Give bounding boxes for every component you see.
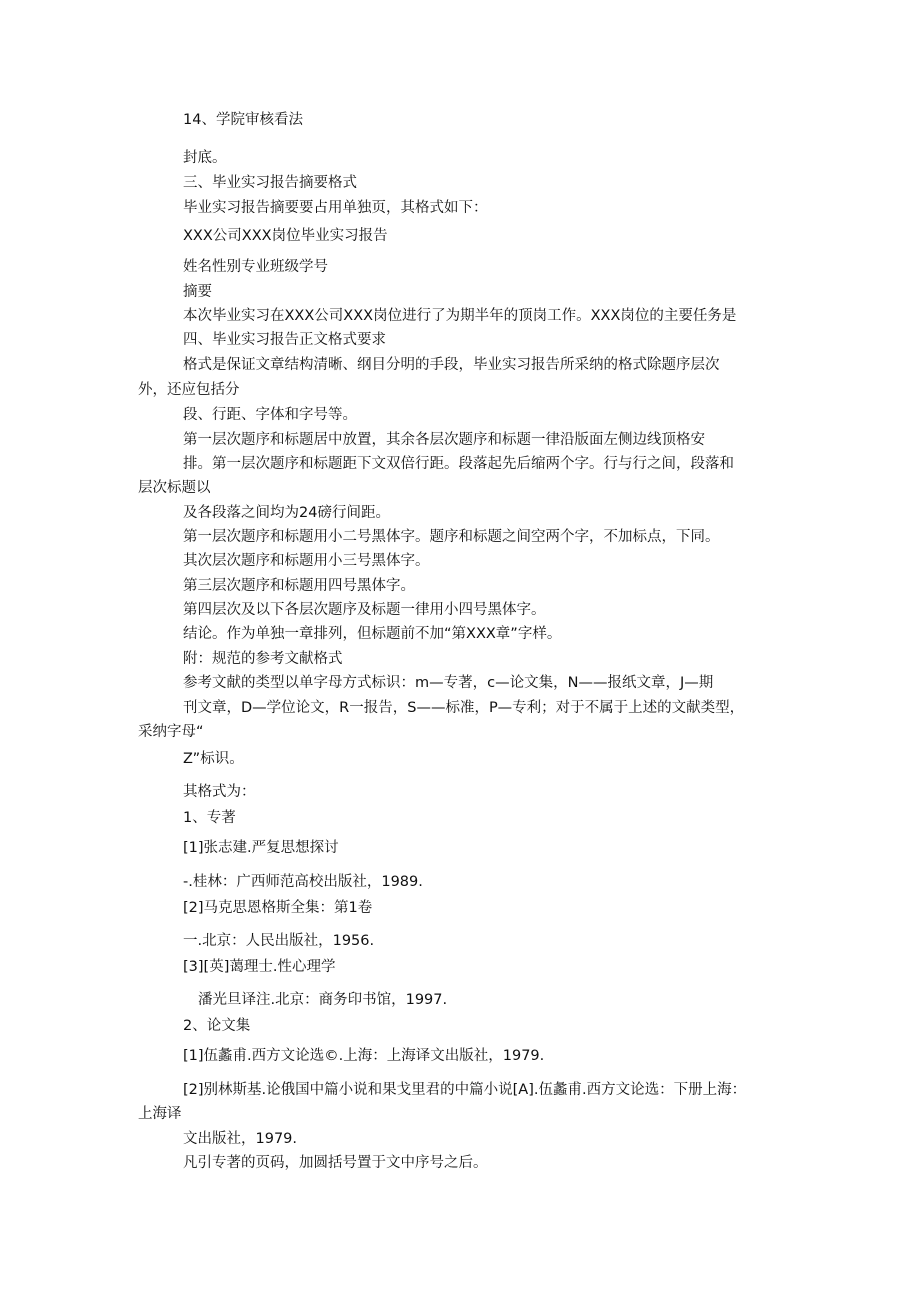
text-line: 参考文献的类型以单字母方式标识：m—专著，c—论文集，N——报纸文章，J—期: [183, 675, 714, 691]
text-line: 摘要: [183, 284, 212, 300]
text-line: Z”标识。: [183, 751, 244, 767]
text-line: 段、行距、字体和字号等。: [183, 407, 357, 423]
reference-entry: 潘光旦译注.北京：商务印书馆，1997.: [198, 992, 448, 1008]
text-line: 本次毕业实习在XXX公司XXX岗位进行了为期半年的顶岗工作。XXX岗位的主要任务是: [183, 308, 737, 324]
text-line: 其格式为：: [183, 784, 256, 800]
text-line: 层次标题以: [138, 480, 211, 496]
text-line: 及各段落之间均为24磅行间距。: [183, 505, 390, 521]
reference-entry: 上海译: [138, 1106, 182, 1122]
text-line: 采纳字母“: [138, 724, 204, 740]
text-line: 凡引专著的页码，加圆括号置于文中序号之后。: [183, 1155, 488, 1171]
reference-entry: -.桂林：广西师范高校出版社，1989.: [183, 874, 423, 890]
section-heading: 三、毕业实习报告摘要格式: [183, 175, 357, 191]
text-line: 第三层次题序和标题用四号黑体字。: [183, 578, 415, 594]
text-line: 14、学院审核看法: [183, 112, 303, 128]
reference-entry: [1]张志建.严复思想探讨: [183, 840, 339, 856]
text-line: 毕业实习报告摘要要占用单独页，其格式如下：: [183, 200, 488, 216]
text-line: 姓名性别专业班级学号: [183, 259, 328, 275]
text-line: 第四层次及以下各层次题序及标题一律用小四号黑体字。: [183, 602, 546, 618]
text-line: 排。第一层次题序和标题距下文双倍行距。段落起先后缩两个字。行与行之间，段落和: [183, 456, 734, 472]
section-heading: 附：规范的参考文献格式: [183, 651, 343, 667]
text-line: 格式是保证文章结构清晰、纲目分明的手段，毕业实习报告所采纳的格式除题序层次: [183, 357, 720, 373]
text-line: 结论。作为单独一章排列，但标题前不加“第XXX章”字样。: [183, 626, 562, 642]
reference-entry: [1]伍蠡甫.西方文论选©.上海：上海译文出版社，1979.: [183, 1048, 545, 1064]
section-heading: 四、毕业实习报告正文格式要求: [183, 332, 386, 348]
reference-entry: [3][英]蔼理士.性心理学: [183, 959, 336, 975]
text-line: 刊文章，D—学位论文，R一报告，S——标准，P—专利；对于不属于上述的文献类型，: [183, 700, 745, 716]
reference-entry: [2]马克思恩格斯全集：第1卷: [183, 900, 373, 916]
section-heading: 1、专著: [183, 810, 236, 826]
text-line: 封底。: [183, 150, 227, 166]
text-line: 外，还应包括分: [138, 382, 240, 398]
reference-entry: [2]别林斯基.论俄国中篇小说和果戈里君的中篇小说[A].伍蠡甫.西方文论选：下册上海：: [183, 1082, 747, 1098]
text-line: 其次层次题序和标题用小三号黑体字。: [183, 553, 430, 569]
text-line: XXX公司XXX岗位毕业实习报告: [183, 228, 388, 244]
reference-entry: 一.北京：人民出版社，1956.: [183, 933, 375, 949]
text-line: 第一层次题序和标题用小二号黑体字。题序和标题之间空两个字，不加标点，下同。: [183, 529, 720, 545]
text-line: 第一层次题序和标题居中放置，其余各层次题序和标题一律沿版面左侧边线顶格安: [183, 432, 705, 448]
reference-entry: 文出版社，1979.: [183, 1131, 298, 1147]
section-heading: 2、论文集: [183, 1018, 251, 1034]
